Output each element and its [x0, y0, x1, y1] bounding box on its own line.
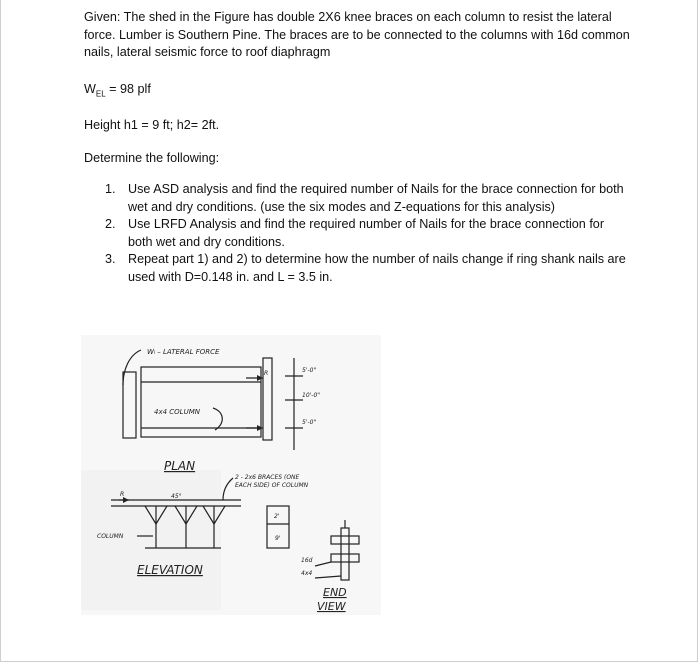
given-paragraph: Given: The shed in the Figure has double 2X6 knee braces on each column to resist the lateral force. Lumber is Southern Pine. The braces are to be connected to the columns with 16d common nails, lateral seismic force to roof diaphragm: [84, 10, 630, 59]
post-label: 4x4: [301, 570, 313, 577]
question-number: 3.: [105, 252, 116, 266]
scan-shadow: [81, 470, 221, 610]
shed-figure: [1, 0, 699, 662]
height-line: Height h1 = 9 ft; h2= 2ft.: [84, 118, 220, 132]
wel-value: = 98 plf: [105, 82, 151, 96]
h2-label: 2': [274, 513, 280, 520]
wel-subscript: EL: [95, 89, 106, 99]
reaction-label: R: [264, 370, 269, 377]
braces-label: EACH SIDE) OF COLUMN: [235, 482, 309, 489]
determine-heading: Determine the following:: [84, 151, 220, 165]
lateral-force-label: Wₗ – LATERAL FORCE: [147, 348, 220, 356]
dimension-label: 10'-0": [302, 392, 321, 399]
braces-label: 2 - 2x6 BRACES (ONE: [235, 474, 300, 481]
wel-prefix: W: [84, 82, 96, 96]
h1-label: 9': [275, 535, 281, 542]
elevation-label: ELEVATION: [137, 563, 203, 577]
dimension-label: 5'-0": [302, 419, 317, 426]
question-number: 2.: [105, 217, 116, 231]
question-number: 1.: [105, 182, 116, 196]
question-text: Use ASD analysis and find the required number of Nails for the brace connection for both wet and dry conditions. (use the six modes and Z-equations for this analysis): [128, 182, 624, 214]
angle-label: 45°: [171, 493, 182, 500]
nail-label: 16d: [301, 557, 313, 564]
dimension-label: 5'-0": [302, 367, 317, 374]
question-text: Repeat part 1) and 2) to determine how the number of nails change if ring shank nails are used with D=0.148 in. and L = 3.5 in.: [128, 252, 626, 284]
reaction-label: R: [120, 491, 125, 498]
column-label-elevation: COLUMN: [97, 533, 124, 540]
column-label: 4x4 COLUMN: [154, 408, 200, 416]
question-text: Use LRFD Analysis and find the required number of Nails for the brace connection for both wet and dry conditions.: [128, 217, 605, 249]
end-view-label: END: [323, 586, 347, 599]
plan-label: PLAN: [164, 459, 196, 473]
end-view-label: VIEW: [317, 600, 346, 613]
